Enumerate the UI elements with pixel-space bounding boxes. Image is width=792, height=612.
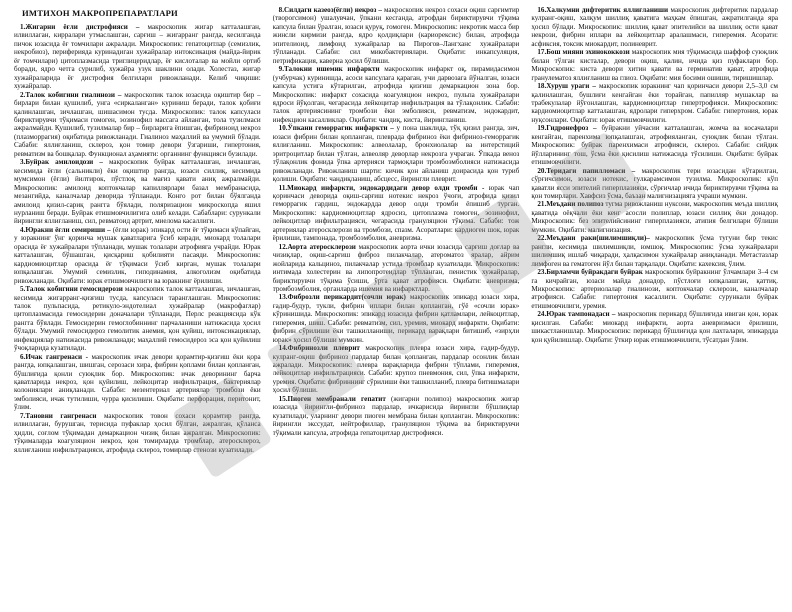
entry-heading: 20.Теридаги папилломаси –	[537, 166, 636, 175]
entry-text: макроскопик инфаркт оқ, пирамидасимон (учбурчак) куринишда, асоси капсулага қараган, учи дарвозага йўналган, юзаси капсула устига кўтарилган, атрофида қизғиш демаркацион зона бор. Микроскопик: инфаркт сохасида коагуляцион некроз, пульпа хужайралари ядроси йўқолган, чегарасида лейкоцитар инфильтрация ва тўлақонлик. Сабаби: талок артериясининг тромбози ёки эмболияси, ревматизм, эндокардит, инфекцион касалликлар. Оқибати: чандиқ, киста, йирингланиш.	[272, 65, 520, 124]
entry-24	[531, 310, 778, 344]
entry-10	[273, 124, 520, 183]
entry-text: макроскопик тери юзасидан кўтарилган, сўрғичсимон, юзаси нотекис, гулкарамсимон тузилма. Микроскопик: кўп қаватли ясси эпителий гиперплазияси, сўрғичлар ичида бириктирувчи тўқима ва қон томирлари. Хавфсиз ўсма, баъзан малигнизацияга учраши мумкин.	[531, 166, 779, 200]
entry-3	[14, 158, 261, 226]
entry-heading: 18.Хуруш ураги –	[537, 82, 596, 91]
entry-20	[531, 167, 778, 201]
entry-21	[531, 200, 778, 234]
entry-text: макроскопик талок катталашган, зичлашган, кесимида жигарранг-қизғиш тусда, капсуласи таранглашган. Микроскопик: талок пульпасида, ретикуло-эндотелиал хужайралар (макрофаглар) цитоплазмасида гемосидерин доначалари тўпланади, Перлс реакциясида кўк рангга бўялади. Гемосидерин гемоглобиннинг парчаланиши натижасида ҳосил бўлади. Умумий гемосидероз гемолитик анемия, қон қуйиш, интоксикациялар, инфекциялар натижасида ривожланади; маҳаллий гемосидероз эса қон қуйилиш ўчоқларида кузатилади.	[14, 285, 261, 353]
entry-9	[273, 65, 520, 124]
entry-text: макроскопик перикард бўшлиғида ивиган қон, юрак қисилган. Сабаби: миокард инфаркти, аорта аневризмаси ёрилиши, шикастланишлар. Микроскопик: перикард бўшлиғида қон лахталари, эпикардда қон қуйилишлар. Оқибати: ўткир юрак етишмовчилиги, тўсатдан ўлим.	[531, 310, 779, 344]
entry-heading: 14.Фибринозли плеврит	[278, 344, 360, 353]
entry-22	[531, 234, 778, 268]
entry-heading: 6.Ичак гангренаси -	[20, 352, 88, 361]
entry-text: тугма ривожланиш нуксони, макроскопик меъда шиллиқ қаватида оёқчали ёки кенг асосли полиплар, юзаси силлиқ ёки донадор. Микроскопик: без эпителийсининг гиперплазияси, атипия белгилари бўлиши мумкин. Оқибати: малигнизация.	[531, 200, 779, 234]
entry-text: макроскопик некроз сохаси оқиш сарғимтир (творогсимон) ушалувчан, ўпкани кесганда, атрофдан бириктирувчи тўқима капсула билан ўралган, юзаси қуруқ, гомоген. Микроскопик: некротик масса бир жинсли кирмизи рангда, ядро қолдиқлари (кариорексис) билан, атрофида эпителиоид, лимфоид хужайралар ва Пирогов–Лангханс хужайралари тўпланади. Сабаби: сил микобактериялари. Оқибати: инкапсуляция, петрификация, каверна ҳосил бўлиши.	[272, 6, 520, 65]
entry-2	[14, 91, 261, 159]
document-title: ИМТИХОН МАКРОПРЕПАРАТЛАРИ	[22, 8, 178, 18]
entry-19	[531, 124, 778, 166]
entry-heading: 4.Юракни ёғли семириши –	[20, 225, 111, 234]
entry-17	[531, 48, 778, 82]
document-page	[14, 6, 778, 606]
entry-heading: 12.Аорта атеросклерози	[278, 242, 356, 251]
entry-5	[14, 285, 261, 353]
entry-text: макроскопик жигар катталашган, илвиллаган, кирралари утмаслашган, сарғиш – жигарранг рангда, кесилганда пичок юзасида ёғ томчилари ажралади. Микроскопик: гепатоцитлар (семизлик, некробиоз), периферияда куринадиган хужайралар интоксикация (майда-йирик ёғ томчилари) цитоплазмасида триглицеридлар, ёғ кислоталар ва мойли ортиб боради, ядро четга сурилиб, хужайра узук шаклини олади. Холестаз, жигар хужайраларида ёғ дистрофия белгилари ривожланади. Келиб чиқиши: хужайралар.	[14, 23, 261, 91]
entry-heading: 19.Гидронефроз –	[537, 124, 597, 133]
entry-heading: 15.Пиоген мембранали гепатит	[278, 394, 386, 403]
entry-8	[273, 6, 520, 65]
entry-4	[14, 226, 261, 285]
entry-heading: 10.Ўпкани геморрагик инфаркти –	[278, 124, 394, 133]
entry-text: (ёғли юрак) эпикард ости ёғ тўқимаси кўпайган, у юракнинг ўнг қоринча мушак қаватларига ўсиб киради, миокард толалари орасида ёғ хужайралари тўпланади, мушак толалари атрофияга учрайди. Юрак катталашган, бўшашган, қисқариш қобилияти пасаяди. Микроскопик: кардиомиоцитлар орасида ёғ тўқимаси ўсиб кирган, мушак толалари юпқалашган. Умумий семизлик, гиподинамия, алкоголизм оқибатида ривожланади. Оқибати: юрак етишмовчилиги ва юракнинг ёрилиши.	[14, 225, 261, 285]
entry-text: макроскопик буйракнинг ўлчамлари 3–4 см га кичрайган, юзаси майда донадор, пўстлоғи юпқалашган, қаттиқ. Микроскопик: артериолалар гиалинози, коптокчалар склерози, каналчалар атрофияси. Сабаби: гипертония касаллиги. Оқибати: сурункали буйрак етишмовчилиги, уремия.	[531, 268, 779, 310]
entry-heading: 16.Халкумни дифтеритик яллиғланиши	[537, 6, 669, 14]
entry-text: макроскопик буйрак катталашган, зичлашган, кесимида ёғли (сальникли) ёки оқиштир рангда, юзаси силлиқ, кесимида мумсимон (ёғли) йилтирок, пўстлоқ ва мағиз қавати аниқ ажралмайди. Микроскопик: амилоид коптокчалар капиллярлари базал мембранасида, мезангийда, каналчалар деворида тўпланади. Конго рот билан бўялганда амилоид қизил-сариқ рангга бўялади, поляризацион микроскопда яшил нурланиш беради. Буйрак етишмовчилигига олиб келади. Сабаблари: сурункали йирингли яллиғланиш, сил, ревматоид артрит, миелома касаллиги.	[14, 158, 261, 226]
entry-heading: 21.Меъдани полипоз	[537, 200, 604, 209]
entry-heading: 9.Талокни ишемик инфаркти	[278, 65, 380, 74]
entry-heading: 17.Бош мияни эхинококкози	[537, 48, 630, 57]
entry-7	[14, 412, 261, 454]
entry-heading: 1.Жигарни ёғли дистрофияси –	[20, 23, 140, 31]
entry-heading: 3.Буйрак амилоидози –	[20, 158, 103, 167]
entry-heading: 23.Бирламчи буйракдаги буйрак	[537, 268, 643, 277]
entry-text: макроскопик эпикард юзаси хира, ғадир-будур, тукли, фибрин иплари билан қопланган, гўё «сочли юрак» кўринишида. Микроскопик: эпикард юзасида фибрин қатламлари, лейкоцитлар, гиперемия, шиш. Сабаби: ревматизм, сил, уремия, миокард инфаркти. Оқибати: фибрин сўрилиши ёки ташкилланиши, перикард варақлари битишиб, «зирҳли юрак» ҳосил бўлиши мумкин.	[272, 293, 520, 344]
entry-13	[273, 293, 520, 344]
entry-text: макроскопик ичак девори қорамтир-қизғиш ёки қора рангда, юпқалашган, шишган, серозаси хира, фибрин қоплами билан қопланган, бўшлиғида қонли суюқлик бор. Микроскопик: ичак деворининг барча қаватларида некроз, қон қуйилиш, лейкоцитар инфильтрация, бактериялар колониялари аниқланади. Сабаби: мезентериал артериялар тромбози ёки эмболияси, ичак тутилиши, чурра қисилиши. Оқибати: перфорация, перитонит, ўлим.	[14, 352, 261, 412]
entry-text: макроскопик мия тўқимасида шаффоф суюқлик билан тўлган кисталар, девори оқиш, қалин, ичида қиз пуфаклари бор. Микроскопик: киста девори хитин қавати ва герминатив қават, атрофида гранулематоз яллиғланиш ва глиоз. Оқибати: мия босими ошиши, тиришишлар.	[531, 48, 779, 82]
entry-text: макроскопик ўсма тугуни бир текис рангли, кесимида шилимшиқли, юмшоқ. Микроскопик: ўсма хужайралари шилимшиқ ишлаб чиқаради, ҳалқасимон хужайралар аниқланади. Метастазлар лимфоген ва гематоген йўл билан тарқалади. Оқибати: кахексия, ўлим.	[531, 234, 779, 268]
entry-heading: 2.Талок кобигини гиалинози –	[20, 90, 122, 99]
entry-23	[531, 268, 778, 310]
entry-15	[273, 395, 520, 437]
entry-heading: 24.Юрак тампонадаси –	[537, 310, 616, 319]
entry-text: макроскопик юракнинг чап қоринчаси девори 2,5–3,0 см қалинлашган, бушлиғи кенгайган ёки торайган, папилляр мушаклар ва трабекулалар йўғонлашган, кардиомиоцитлар гипертрофияси. Микроскопик: кардиомиоцитлар катталашган, ядролари гиперхром. Сабаби: гипертония, юрак нуқсонлари. Оқибати: юрак етишмовчилиги.	[531, 82, 779, 124]
entry-text: макроскопик дифтеритик пардалар кулранг-оқиш, халқум шиллиқ қаватига маҳкам ёпишган, ажратилганда яра ҳосил бўлади. Микроскопик: шиллиқ қават эпителийси ва шиллиқ ости қават некрози, фибрин иплари ва лейкоцитлар аралашмаси, гиперемия. Асорати: асфиксия, токсик миокардит, полиневрит.	[531, 6, 779, 48]
entry-6	[14, 353, 261, 412]
entry-text: буйракни уйчасии катталашган, жомча ва косачалари кенгайган, паренхима юпқалашган, атрофияланган, суюқлик билан тўлган. Микроскопик: буйрак паренхимаси атрофияси, склероз. Сабаби: сийдик йўлларининг тош, ўсма ёки қисилиш натижасида тўсилиши. Оқибати: буйрак етишмовчилиги.	[531, 124, 779, 167]
entry-heading: 11.Миокард инфаркти, эндокардидаги девор олди тромби -	[278, 183, 485, 192]
entry-heading: 13.Фиброзли перикардит(сочли юрак)	[278, 293, 406, 302]
entry-text: макроскопик плевра юзаси хира, ғадир-будур, кулранг-оқиш фибриноз пардалар билан қопланган, пардалар осонлик билан ажралади. Микроскопик: плевра варақларида фибрин тўплами, гиперемия, лейкоцитлар инфильтрацияси. Сабаби: крупоз пневмония, сил, ўпка инфаркти, уремия. Оқибати: фибриннинг сўрилиши ёки ташкилланиб, плевра битишмалари ҳосил бўлиши.	[272, 344, 520, 395]
entry-heading: 8.Силдаги казеоз(ёғли) некроз –	[278, 6, 382, 14]
entry-12	[273, 243, 520, 294]
entry-heading: 5.Талок кобигини гемосидерози	[20, 285, 123, 294]
entry-text: макроскопик талок юзасида оқиштир бир – бирлари билан қушилиб, унга «сиркаланган» куриниш беради, талок қобиғи қалинлашган, зичлашган, шишасимон тусда. Микроскопик: талок капсуласи бириктирувчи тўқимаси гомоген, эозинофил массага айланган, тола тузилмаси ажралмайди. Қушилиб, тузилмалар бир – бирларига ёпишган, фибриноид некроз (плазморрагия) оқибатида ривожланади. Гиалиноз маҳаллий ва умумий бўлади. Сабаби: яллиғланиш, склероз, қон томир девори ўзгариши, гипертония, ревматизм ва бошқалар. Функционал аҳамияти: органнинг функцияси бузилади.	[14, 90, 261, 158]
column-2	[273, 6, 520, 606]
entry-18	[531, 82, 778, 124]
entry-heading: 7.Тановни гангренаси	[20, 411, 97, 420]
entry-text: макроскопик товон сохаси қорамтир рангда, илвиллаган, бурушган, терисида пуфаклар ҳосил бўлган, ажралган, қўланса ҳидли, соғлом тўқимадан демаркацион чизиқ билан ажралган. Микроскопик: тўқималарда коагуляцион некроз, қон томирларда тромблар, атеросклероз, яллиғланиш инфильтрацияси, атрофида склероз, томирлар стенози кузатилади.	[14, 411, 261, 454]
entry-16	[531, 6, 778, 48]
entry-text: макроскопик аорта ички юзасида сарғиш доғлар ва чизиқлар, оқиш-сарғиш фиброз пилакчалар, атероматоз яралар, айрим жойларида кальциноз, пилакчалар устида тромблар кузатилади. Микроскопик: интимада холестерин ва липопротеидлар тўпланган, пенистик хужайралар, бириктирувчи тўқима ўсиши, ўрта қават атрофияси. Оқибати: аневризма, тромбоэмболия, органларда ишемия ва инфарктлар.	[272, 242, 520, 293]
entry-1	[14, 23, 261, 91]
entry-heading: 22.Меъдани раки(шилимшиқли)–	[537, 234, 650, 243]
entry-14	[273, 344, 520, 395]
entry-text: (жигарни полипоз) макроскопик жигар юзасида йирингли-фибриноз пардалар, ичкарисида йирингли бўшлиқлар кузатилади, уларнинг девори пиоген мембрана билан қопланган. Микроскопик: йирингли экссудат, нейтрофиллар, грануляцион тўқима ва бириктирувчи тўқимали капсула, атрофида гепатоцитлар дистрофияси.	[272, 394, 520, 437]
entry-11	[273, 184, 520, 243]
entry-text: у пона шаклида, тўқ қизил рангда, зич, юзаси фибрин билан қопланган, плеврада фибриноз ёки фибриноз-геморрагик яллиғланиш. Микроскопик: алвеолалар, бронхиолалар ва интерстиций эритроцитлар билан тўлган, алвеоляр деворлар некрозга учраган. Ўпкада веноз тўлақонлик фонида ўпка артерияси тармоқлари тромбоэмболияси натижасида ривожланади. Ривожланиш шарти: кичик қон айланиш доирасида қон туриб қолиши. Оқибати: чандиқланиш, абсцесс, йирингли плеврит.	[272, 124, 520, 184]
column-3	[531, 6, 778, 606]
entry-text: юрак чап қоринчаси деворида оқиш-сарғиш нотекис некроз ўчоғи, атрофида қизил геморрагик гардиш, эндокардда девор олди тромби ёпишиб турган. Микроскопик: кардиомиоцитлар ядросиз, цитоплазма гомоген, эозинофил, лейкоцитлар инфильтрацияси, чегарасида грануляцион тўқима. Сабаби: тож артериялар атеросклерози ва тромбози, спазм. Асоратлари: кардиоген шок, юрак ёрилиши, тампонада, тромбоэмболия, аневризма.	[272, 183, 520, 243]
column-1	[14, 6, 261, 606]
